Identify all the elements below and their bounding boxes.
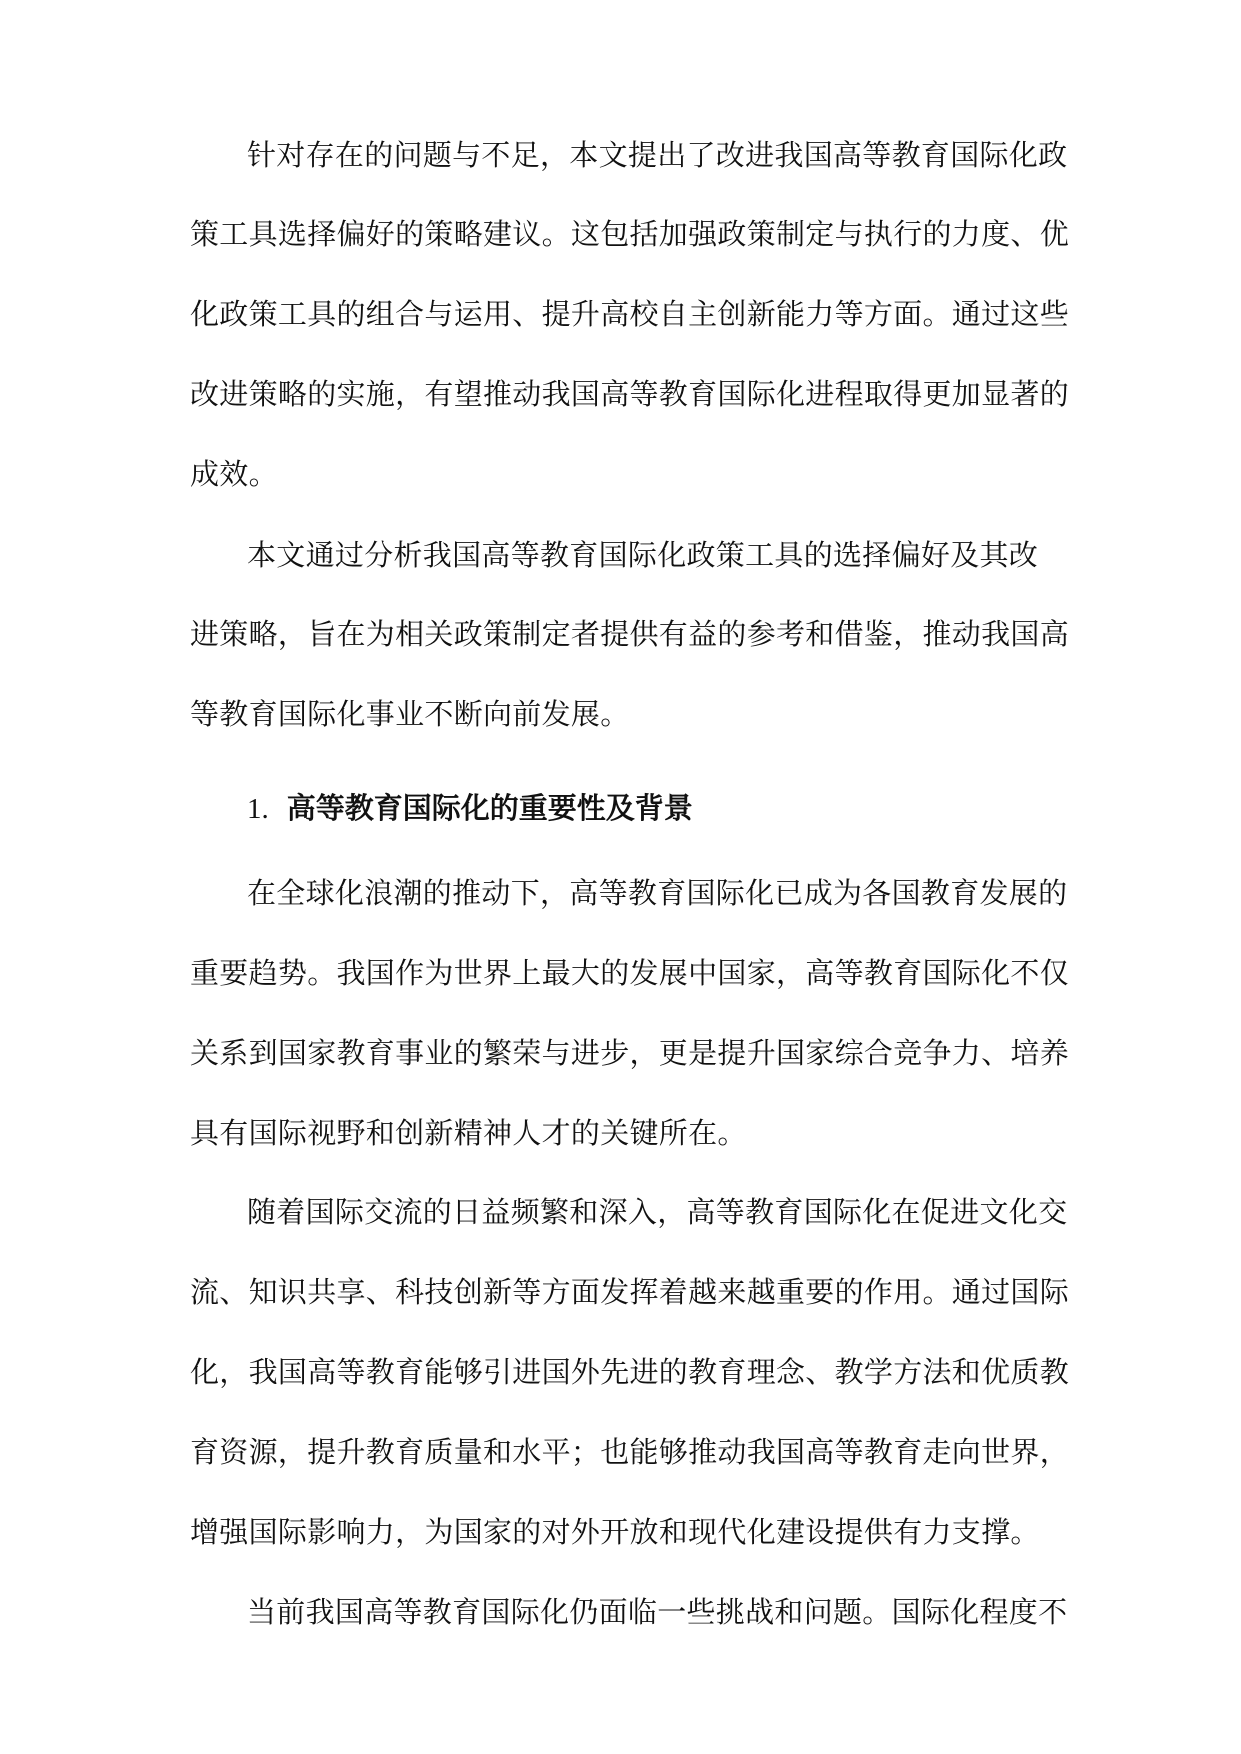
- paragraph-line: 本文通过分析我国高等教育国际化政策工具的选择偏好及其改: [247, 538, 1039, 572]
- paragraph-line: 化，我国高等教育能够引进国外先进的教育理念、教学方法和优质教: [190, 1355, 1070, 1389]
- paragraph-line: 育资源，提升教育质量和水平；也能够推动我国高等教育走向世界，: [190, 1435, 1070, 1469]
- paragraph-line: 关系到国家教育事业的繁荣与进步，更是提升国家综合竞争力、培养: [190, 1036, 1070, 1070]
- paragraph-line: 成效。: [190, 457, 278, 491]
- paragraph-line: 策工具选择偏好的策略建议。这包括加强政策制定与执行的力度、优: [190, 217, 1070, 251]
- paragraph-line: 改进策略的实施，有望推动我国高等教育国际化进程取得更加显著的: [190, 377, 1070, 411]
- paragraph-line: 在全球化浪潮的推动下，高等教育国际化已成为各国教育发展的: [247, 876, 1068, 910]
- paragraph-line: 进策略，旨在为相关政策制定者提供有益的参考和借鉴，推动我国高: [190, 617, 1070, 651]
- section-heading: [247, 788, 693, 829]
- paragraph-line: 化政策工具的组合与运用、提升高校自主创新能力等方面。通过这些: [190, 297, 1070, 331]
- paragraph-line: 重要趋势。我国作为世界上最大的发展中国家，高等教育国际化不仅: [190, 956, 1070, 990]
- paragraph-line: 流、知识共享、科技创新等方面发挥着越来越重要的作用。通过国际: [190, 1275, 1070, 1309]
- paragraph-line: 具有国际视野和创新精神人才的关键所在。: [190, 1116, 747, 1150]
- section-title: 高等教育国际化的重要性及背景: [286, 791, 693, 825]
- paragraph-line: 针对存在的问题与不足，本文提出了改进我国高等教育国际化政: [247, 138, 1068, 172]
- section-number: 1.: [247, 793, 269, 825]
- paragraph-line: 增强国际影响力，为国家的对外开放和现代化建设提供有力支撑。: [190, 1515, 1040, 1549]
- paragraph-line: 当前我国高等教育国际化仍面临一些挑战和问题。国际化程度不: [247, 1595, 1068, 1629]
- paragraph-line: 等教育国际化事业不断向前发展。: [190, 697, 630, 731]
- paragraph-line: 随着国际交流的日益频繁和深入，高等教育国际化在促进文化交: [247, 1195, 1068, 1229]
